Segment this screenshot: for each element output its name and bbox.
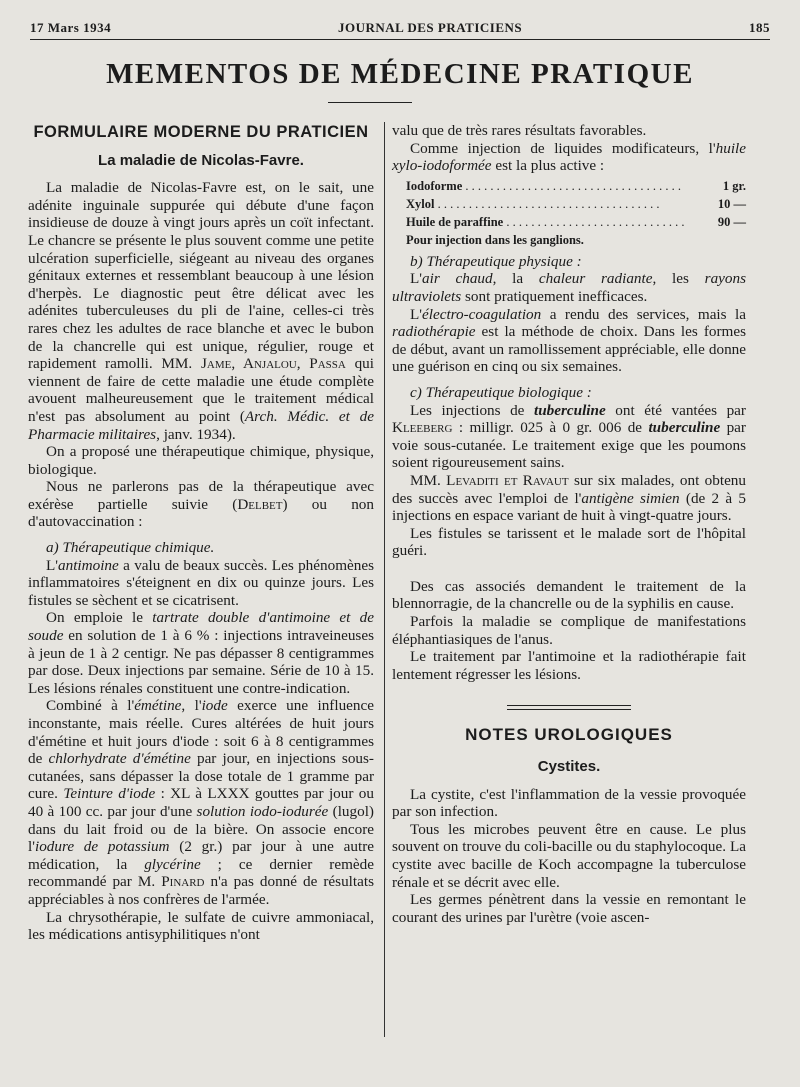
paragraph: L'antimoine a valu de beaux succès. Les phénomènes inflammatoires s'éteignent en dix ou quinze jours. Les fistules se sèchent et se cicatrisent. [28, 556, 374, 609]
paragraph: Tous les microbes peuvent être en cause. Le plus souvent on trouve du coli-bacille ou du staphylocoque. La cystite avec bacille de Koch accompagne la tuberculose rénale et se décrit avec elle. [392, 820, 746, 891]
paragraph: Combiné à l'émétine, l'iode exerce une influence inconstante, mais réelle. Cures altérées de huit jours d'émétine et huit jours d'iode : soit 6 à 8 centigrammes de chlorhydrate d'émétine par jour, en injections sous-cutanées, sans dépasser la dose totale de 1 gramme par cure. Teinture d'iode : XL à LXXX gouttes par jour ou 40 à 100 cc. par jour d'une solution iodo-iodurée (lugol) dans du lait froid ou de la bière. On associe encore l'iodure de potassium (2 gr.) par jour à une autre médication, la glycérine ; ce dernier remède recommandé par M. Pinard n'a pas donné de résultats appréciables à nos confrères de l'armée. [28, 697, 374, 908]
paragraph: Les germes pénètrent dans la vessie en remontant le courant des urines par l'urètre (voie ascen- [392, 891, 746, 926]
paragraph: Nous ne parlerons pas de la thérapeutique avec exérèse partielle suivie (Delbet) ou non d'autovaccination : [28, 478, 374, 531]
column-divider [384, 122, 385, 1037]
header-journal: JOURNAL DES PRATICIENS [337, 20, 523, 35]
right-column [392, 122, 746, 926]
paragraph: On a proposé une thérapeutique chimique, physique, biologique. [28, 443, 374, 478]
formula-row: Iodoforme . . . 1 gr. [406, 177, 746, 195]
section-rule [507, 709, 631, 710]
paragraph: valu que de très rares résultats favorables. [392, 122, 647, 139]
paragraph: La cystite, c'est l'inflammation de la vessie provoquée par son infection. [392, 785, 746, 821]
section-rule [507, 705, 631, 706]
page-title: MEMENTOS DE MÉDECINE PRATIQUE [106, 58, 694, 90]
header-rule [30, 39, 770, 40]
formula [406, 177, 746, 249]
paragraph: Comme injection de liquides modificateurs, l'huile xylo-iodoformée est la plus active : [392, 139, 746, 175]
paragraph: MM. Levaditi et Ravaut sur six malades, ont obtenu des succès avec l'emploi de l'antigène simien (de 2 à 5 injections en espace variant de huit à vingt-quatre jours. [392, 471, 746, 525]
paragraph: Le traitement par l'antimoine et la radiothérapie fait lentement régresser les lésions. [392, 648, 746, 683]
header-date: 17 Mars 1934 [30, 20, 112, 35]
paragraph: L'électro-coagulation a rendu des services, mais la radiothérapie est la méthode de choix. Dans les formes de début, avant un ramollissement appréciable, elle donne une guérison en cinq ou six semaines. [392, 305, 746, 376]
paragraph: La chrysothérapie, le sulfate de cuivre ammoniacal, les médications antisyphilitiques n'ont [28, 908, 374, 944]
paragraph: On emploie le tartrate double d'antimoine et de soude en solution de 1 à 6 % : injections intraveineuses à jeun de 1 à 2 centigr. Ne pas dépasser 8 centigrammes par dose. Deux injections par semaine. Série de 10 à 15. Les lésions rénales constituent une contre-indication. [28, 609, 375, 697]
article-title: La maladie de Nicolas-Favre. [98, 151, 304, 169]
subsection-heading: c) Thérapeutique biologique : [410, 383, 592, 401]
left-column [28, 122, 374, 944]
notes-title: NOTES UROLOGIQUES [465, 725, 673, 745]
subsection-heading: a) Thérapeutique chimique. [46, 539, 215, 557]
title-rule [328, 102, 412, 103]
paragraph: L'air chaud, la chaleur radiante, les rayons ultraviolets sont pratiquement inefficaces. [392, 270, 746, 305]
formula-note: Pour injection dans les ganglions. [406, 232, 584, 247]
paragraph: Parfois la maladie se complique de manifestations éléphantiasiques de l'anus. [392, 613, 746, 648]
paragraph: La maladie de Nicolas-Favre est, on le sait, une adénite inguinale suppurée qui débute d'une façon insidieuse de douze à vingt jours après un coït infectant. Le chancre se présente le plus souvent comme une petite ulcération superficielle, siégeant au niveau des organes génitaux externes et ressemblant beaucoup à une lésion d'herpès. Le diagnostic peut être délicat avec les adénites tuberculeuses du pli de l'aine, celles-ci très rares chez les adultes de race blanche et avec le bubon de la chancrelle qui est unique, régulier, rouge et rapidement ramolli. MM. Jame, Anjalou, Passa qui viennent de faire de cette maladie une étude complète avouent malheureusement que le traitement médical n'est pas absolument au point (Arch. Médic. et de Pharmacie militaires, janv. 1934). [28, 179, 374, 443]
article-title: Cystites. [537, 758, 601, 776]
formula-row: Xylol . . . 10 — [406, 195, 746, 213]
paragraph: Les injections de tuberculine ont été vantées par Kleeberg : milligr. 025 à 0 gr. 006 de tuberculine par voie sous-cutanée. Le traitement exige que les poumons soient rigoureusement sains. [392, 401, 746, 472]
running-head [30, 18, 770, 38]
subsection-heading: b) Thérapeutique physique : [410, 252, 582, 270]
paragraph: Des cas associés demandent le traitement de la blennorragie, de la chancrelle ou de la syphilis en cause. [392, 577, 746, 613]
paragraph: Les fistules se tarissent et le malade sort de l'hôpital guéri. [392, 524, 746, 560]
section-title: FORMULAIRE MODERNE DU PRATICIEN [33, 123, 369, 141]
formula-row: Huile de paraffine . . . 90 — [406, 213, 746, 231]
header-page-number: 185 [749, 20, 770, 35]
